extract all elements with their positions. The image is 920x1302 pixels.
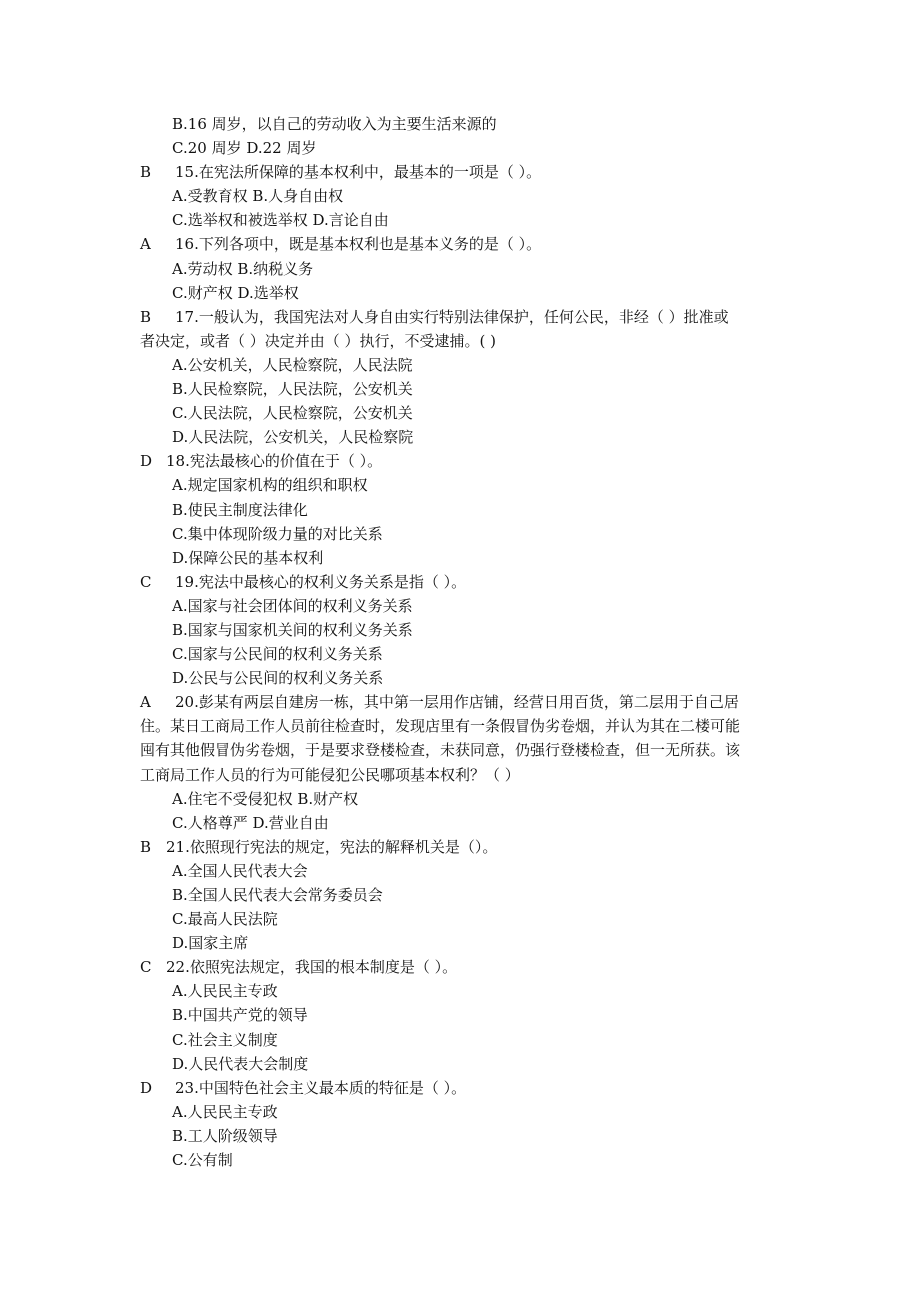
answer-key: D [140,1078,153,1097]
option-line [140,184,790,208]
option-line [140,1028,790,1052]
answer-key: C [140,958,152,977]
option-line [140,811,790,835]
question-continuation [140,329,790,353]
option-line [140,642,790,666]
option-text: B.中国共产党的领导 [172,1006,308,1025]
option-line [140,1003,790,1027]
question-text: 23.中国特色社会主义最本质的特征是（ ）。 [175,1078,467,1097]
option-text: C.社会主义制度 [172,1030,278,1049]
question-line [140,449,790,473]
question-text: 21.依照现行宪法的规定，宪法的解释机关是（）。 [166,837,498,856]
question-text: 20.彭某有两层自建房一栋，其中第一层用作店铺，经营日用百货，第二层用于自己居 [175,693,739,712]
answer-key: B [140,163,152,182]
question-text: 17.一般认为，我国宪法对人身自由实行特别法律保护，任何公民，非经（ ）批准或 [175,307,729,326]
answer-key: A [140,235,151,254]
option-line [140,112,790,136]
question-text: 住。某日工商局工作人员前往检查时，发现店里有一条假冒伪劣卷烟，并认为其在二楼可能 [140,717,741,736]
question-text: 22.依照宪法规定，我国的根本制度是（ ）。 [166,958,458,977]
option-line [140,546,790,570]
option-line [140,1052,790,1076]
option-text: C.选举权和被选举权 D.言论自由 [172,211,389,230]
option-text: A.人民民主专政 [172,1102,278,1121]
option-text: C.集中体现阶级力量的对比关系 [172,524,383,543]
option-text: C.公有制 [172,1151,233,1170]
option-text: C.国家与公民间的权利义务关系 [172,645,383,664]
option-text: A.规定国家机构的组织和职权 [172,476,368,495]
option-text: C.人民法院，人民检察院，公安机关 [172,404,413,423]
option-line [140,377,790,401]
question-line [140,232,790,256]
option-text: D.保障公民的基本权利 [172,548,324,567]
question-line [140,955,790,979]
question-continuation [140,738,790,762]
question-text: 工商局工作人员的行为可能侵犯公民哪项基本权利？（ ） [140,765,520,784]
option-line [140,787,790,811]
option-line [140,618,790,642]
option-text: D.公民与公民间的权利义务关系 [172,669,384,688]
option-line [140,498,790,522]
option-line [140,208,790,232]
option-line [140,1124,790,1148]
option-text: C.人格尊严 D.营业自由 [172,813,329,832]
option-line [140,353,790,377]
option-text: B.全国人民代表大会常务委员会 [172,886,383,904]
question-text: 16.下列各项中，既是基本权利也是基本义务的是（ ）。 [175,235,542,254]
option-line [140,1100,790,1124]
question-text: 者决定，或者（ ）决定并由（ ）执行，不受逮捕。( ) [140,331,497,350]
option-text: A.住宅不受侵犯权 B.财产权 [172,789,359,808]
option-text: A.人民民主专政 [172,982,278,1001]
question-text: 18.宪法最核心的价值在于（ ）。 [166,452,383,471]
question-line [140,1076,790,1100]
option-line [140,257,790,281]
question-text: 19.宪法中最核心的权利义务关系是指（ ）。 [175,572,467,591]
option-line [140,281,790,305]
option-text: A.全国人民代表大会 [172,861,308,880]
option-line [140,666,790,690]
question-line [140,160,790,184]
option-text: C.财产权 D.选举权 [172,283,299,302]
option-text: C.最高人民法院 [172,910,278,929]
option-line [140,931,790,955]
option-line [140,1148,790,1172]
answer-key: A [140,693,151,712]
option-text: A.公安机关，人民检察院，人民法院 [172,355,413,374]
option-line [140,522,790,546]
option-text: C.20 周岁 D.22 周岁 [172,139,317,158]
answer-key: B [140,307,152,326]
option-text: A.受教育权 B.人身自由权 [172,187,344,206]
question-continuation [140,714,790,738]
option-line [140,136,790,160]
option-text: B.人民检察院，人民法院，公安机关 [172,380,413,399]
option-text: D.人民法院，公安机关，人民检察院 [172,428,414,447]
option-text: B.国家与国家机关间的权利义务关系 [172,620,413,639]
question-line [140,570,790,594]
question-continuation [140,763,790,787]
option-line [140,594,790,618]
option-text: D.国家主席 [172,934,249,953]
answer-key: D [140,452,153,471]
option-line [140,883,790,907]
option-text: D.人民代表大会制度 [172,1054,309,1073]
option-line [140,473,790,497]
option-line [140,979,790,1003]
option-text: B.16 周岁，以自己的劳动收入为主要生活来源的 [172,115,497,133]
option-line [140,425,790,449]
option-line [140,907,790,931]
question-line [140,690,790,714]
question-list [140,112,790,1172]
question-line [140,305,790,329]
option-text: B.使民主制度法律化 [172,500,308,519]
option-line [140,859,790,883]
option-text: A.劳动权 B.纳税义务 [172,259,314,278]
answer-key: B [140,837,152,856]
option-text: B.工人阶级领导 [172,1126,278,1145]
answer-key: C [140,572,152,591]
option-line [140,401,790,425]
question-text: 15.在宪法所保障的基本权利中，最基本的一项是（ ）。 [175,163,542,182]
option-text: A.国家与社会团体间的权利义务关系 [172,596,413,615]
question-text: 囤有其他假冒伪劣卷烟，于是要求登楼检查，未获同意，仍强行登楼检查，但一无所获。该 [140,741,741,760]
question-line [140,835,790,859]
